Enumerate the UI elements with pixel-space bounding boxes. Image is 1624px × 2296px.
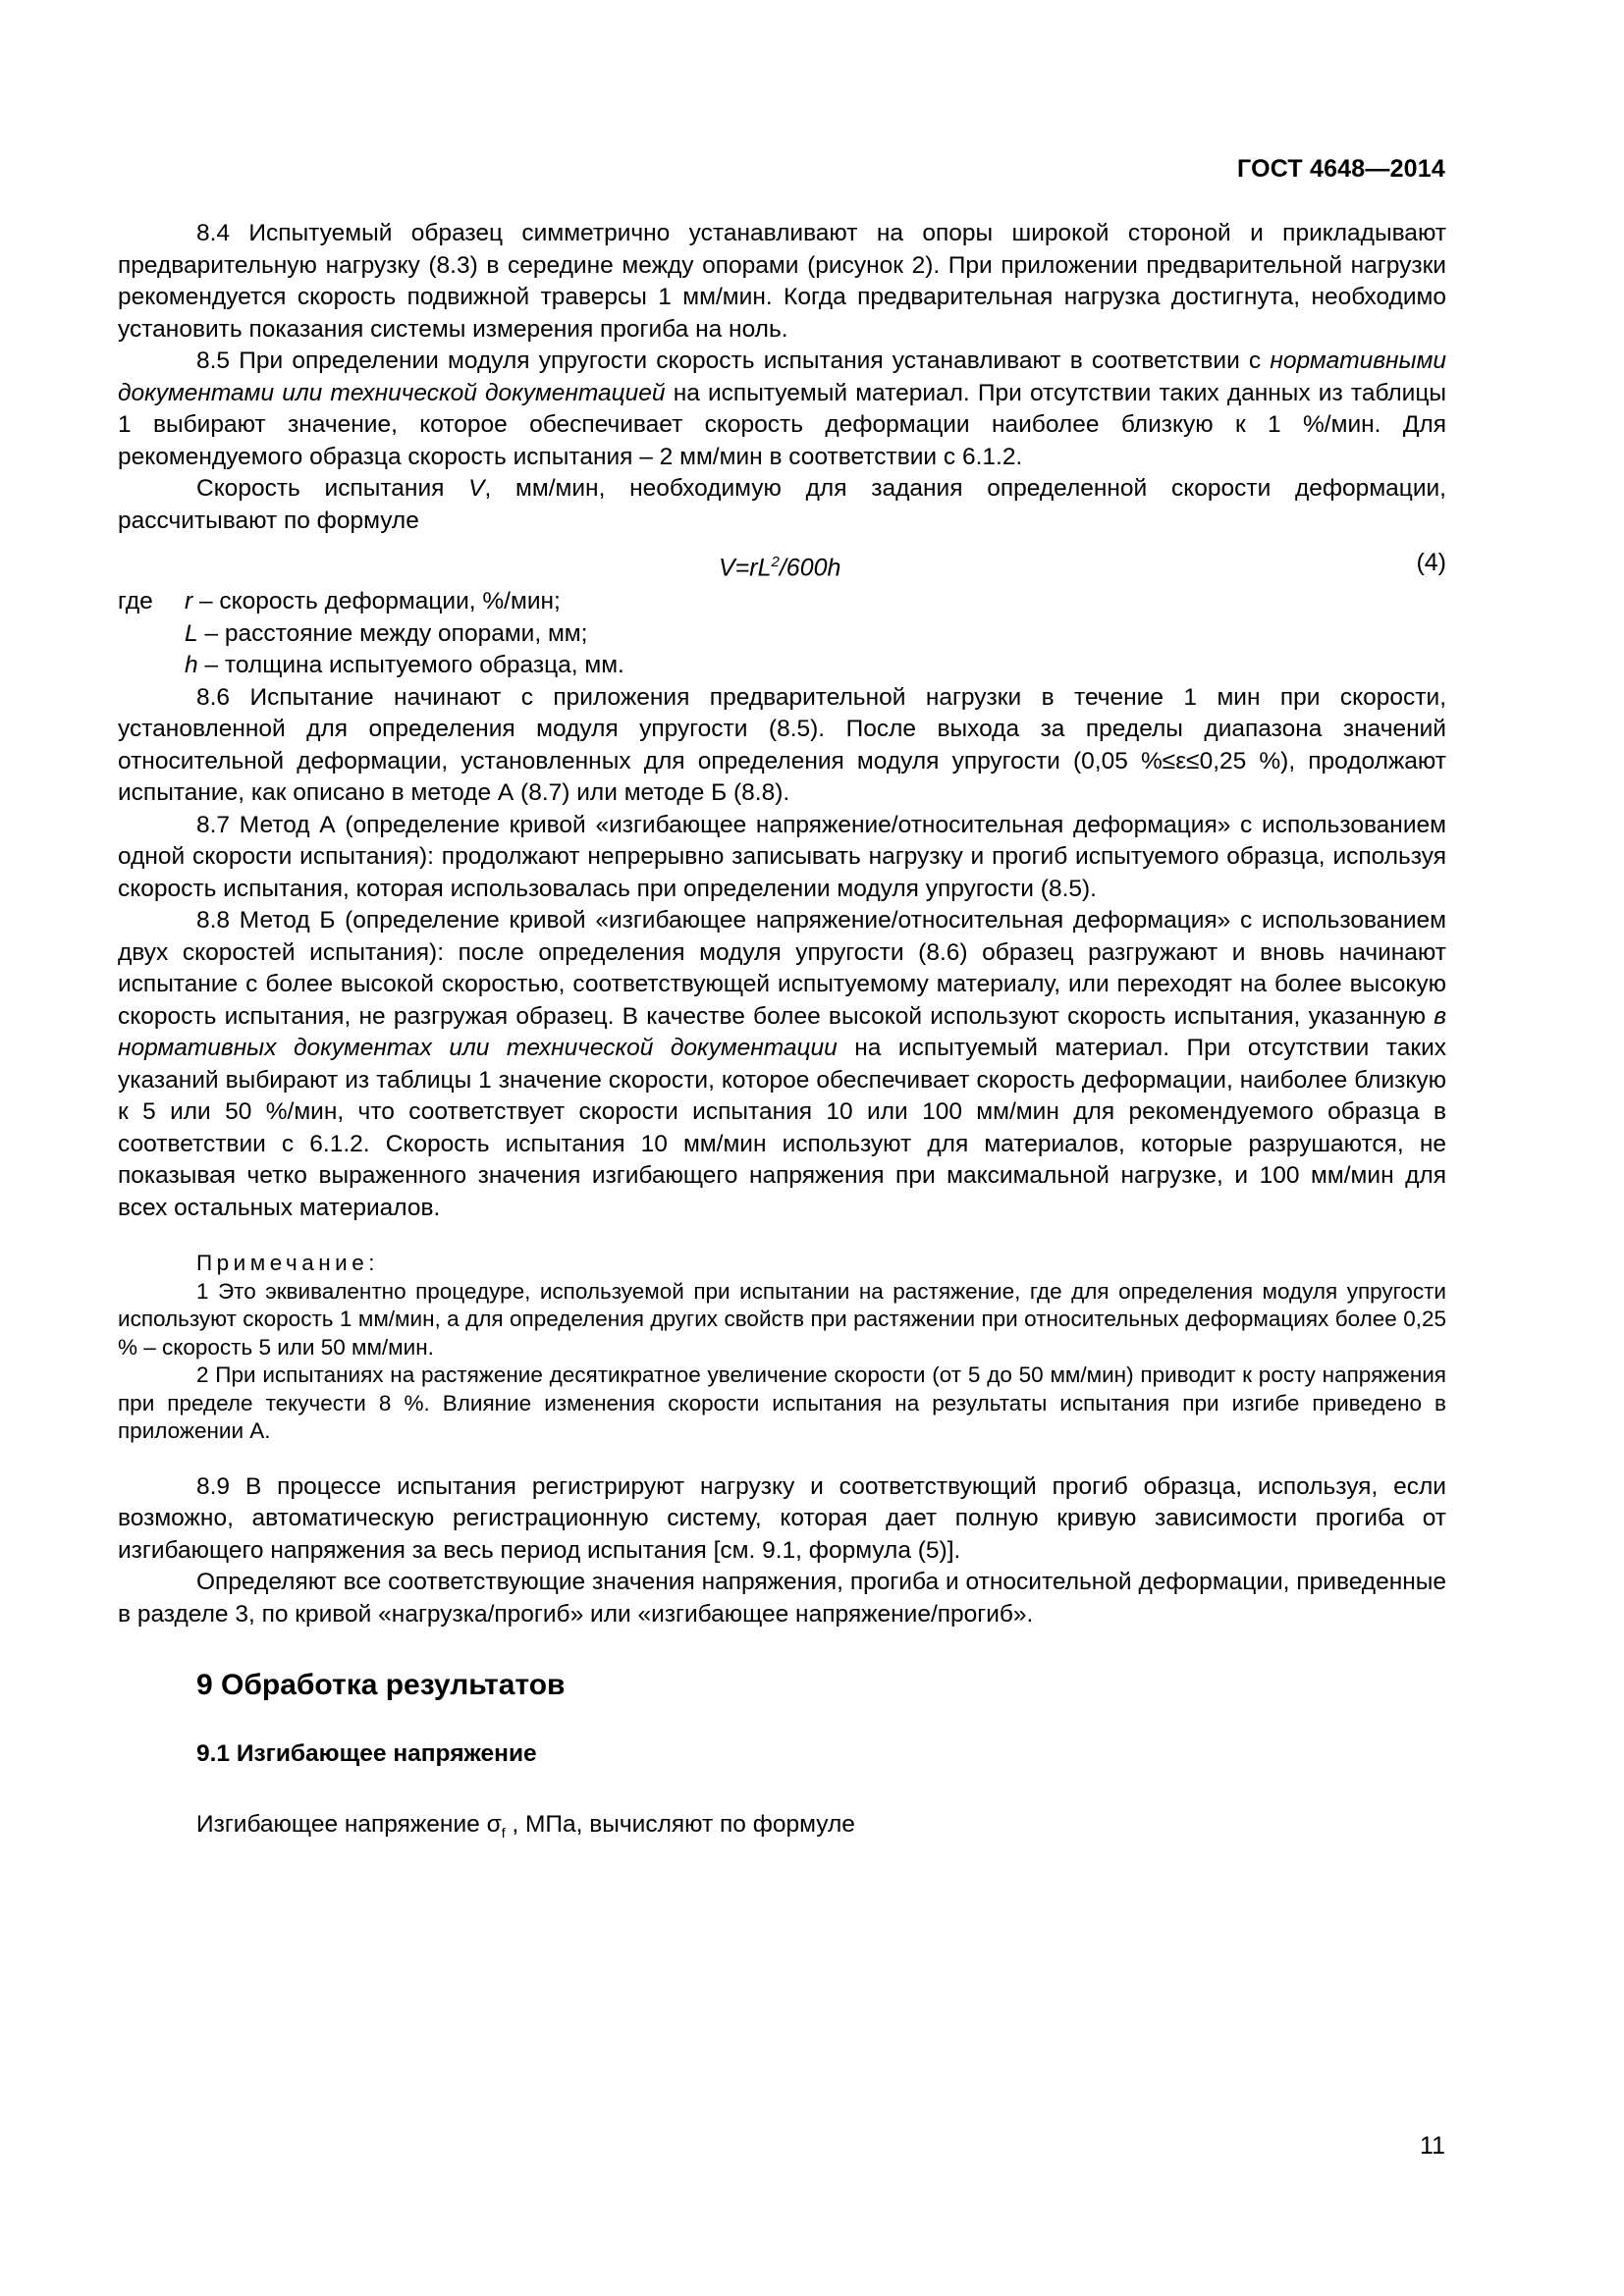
page-content [118, 218, 1446, 1848]
note-2: 2 При испытаниях на растяжение десятикратное увеличение скорости (от 5 до 50 мм/мин) приводит к росту напряжения при пределе текучести 8 %. Влияние изменения скорости испытания на результаты испытания при изгибе приведено в приложении А. [118, 1362, 1446, 1443]
document-code-header: ГОСТ 4648—2014 [1237, 155, 1445, 183]
paragraph-8-4: 8.4 Испытуемый образец симметрично устанавливают на опоры широкой стороной и прикладывают предварительную нагрузку (8.3) в середине между опорами (рисунок 2). При приложении предварительной нагрузки рекомендуется скорость подвижной траверсы 1 мм/мин. Когда предварительная нагрузка достигнута, необходимо установить показания системы измерения прогиба на ноль. [118, 220, 1446, 343]
legend-item-l: L – расстояние между опорами, мм; [185, 619, 588, 647]
legend-label: где [118, 588, 153, 614]
legend-item-h: h – толщина испытуемого образца, мм. [185, 652, 624, 678]
note-block [118, 1250, 1446, 1446]
normative-docs-reference: в нормативных документах или технической документации [118, 1002, 1446, 1061]
note-title: Примечание: [196, 1251, 379, 1275]
normative-docs-reference: нормативными документами или технической документацией [118, 347, 1446, 406]
section-9-heading: 9 Обработка результатов [196, 1669, 566, 1701]
subsection-9-1-heading: 9.1 Изгибающее напряжение [196, 1740, 537, 1767]
paragraph-test-speed: Скорость испытания V, мм/мин, необходимую для задания определенной скорости деформации, рассчитывают по формуле [118, 475, 1446, 534]
formula-4-number: (4) [1416, 549, 1446, 576]
paragraph-8-7: 8.7 Метод А (определение кривой «изгибающее напряжение/относительная деформация» с использованием одной скорости испытания): продолжают непрерывно записывать нагрузку и прогиб испытуемого образца, используя скорость испытания, которая использовалась при определении модуля упругости (8.5). [118, 811, 1446, 902]
paragraph-8-8: 8.8 Метод Б (определение кривой «изгибающее напряжение/относительная деформация» с использованием двух скоростей испытания): после определения модуля упругости (8.6) образец разгружают и вновь начинают испытание с более высокой скоростью, соответствующей испытуемому материалу, или переходят на более высокую скорость испытания, не разгружая образец. В качестве более высокой используют скорость испытания, указанную в нормативных документах или технической документации на испытуемый материал. При отсутствии таких указаний выбирают из таблицы 1 значение скорости, которое обеспечивает скорость деформации, наиболее близкую к 5 или 50 %/мин, что соответствует скорости испытания 10 или 100 мм/мин для рекомендуемого образца в соответствии с 6.1.2. Скорость испытания 10 мм/мин используют для материалов, которые разрушаются, не показывая четко выраженного значения изгибающего напряжения при максимальной нагрузке, и 100 мм/мин для всех остальных материалов. [118, 907, 1446, 1221]
note-1: 1 Это эквивалентно процедуре, используемой при испытании на растяжение, где для определения модуля упругости используют скорость 1 мм/мин, а для определения других свойств при растяжении при относительных деформациях более 0,25 % – скорость 5 или 50 мм/мин. [118, 1278, 1446, 1360]
paragraph-8-9: 8.9 В процессе испытания регистрируют нагрузку и соответствующий прогиб образца, используя, если возможно, автоматическую регистрационную систему, которая дает полную кривую зависимости прогиба от изгибающего напряжения за весь период испытания [см. 9.1, формула (5)]. [118, 1472, 1446, 1564]
formula-4: $V=rL^2/600h$ [719, 554, 841, 582]
speed-symbol: V [468, 475, 485, 502]
paragraph-8-5: 8.5 При определении модуля упругости скорость испытания устанавливают в соответствии с нормативными документами или технической документацией на испытуемый материал. При отсутствии таких данных из таблицы 1 выбирают значение, которое обеспечивает скорость деформации наиболее близкую к 1 %/мин. Для рекомендуемого образца скорость испытания – 2 мм/мин в соответствии с 6.1.2. [118, 347, 1446, 470]
paragraph-bending-stress: Изгибающее напряжение $\sigma_f$ , МПа, вычисляют по формуле [196, 1811, 855, 1841]
page-number: 11 [1420, 2132, 1445, 2160]
legend-item-r: где r – скорость деформации, %/мин; [118, 586, 1446, 618]
formula-4-row [118, 539, 1446, 586]
paragraph-8-6: 8.6 Испытание начинают с приложения предварительной нагрузки в течение 1 мин при скорости, установленной для определения модуля упругости (8.5). После выхода за пределы диапазона значений относительной деформации, установленных для определения модуля упругости (0,05 %≤ε≤0,25 %), продолжают испытание, как описано в методе А (8.7) или методе Б (8.8). [118, 683, 1446, 806]
formula-legend [118, 586, 1446, 682]
paragraph-determine: Определяют все соответствующие значения напряжения, прогиба и относительной деформации, приведенные в разделе 3, по кривой «нагрузка/прогиб» или «изгибающее напряжение/прогиб». [118, 1569, 1446, 1628]
